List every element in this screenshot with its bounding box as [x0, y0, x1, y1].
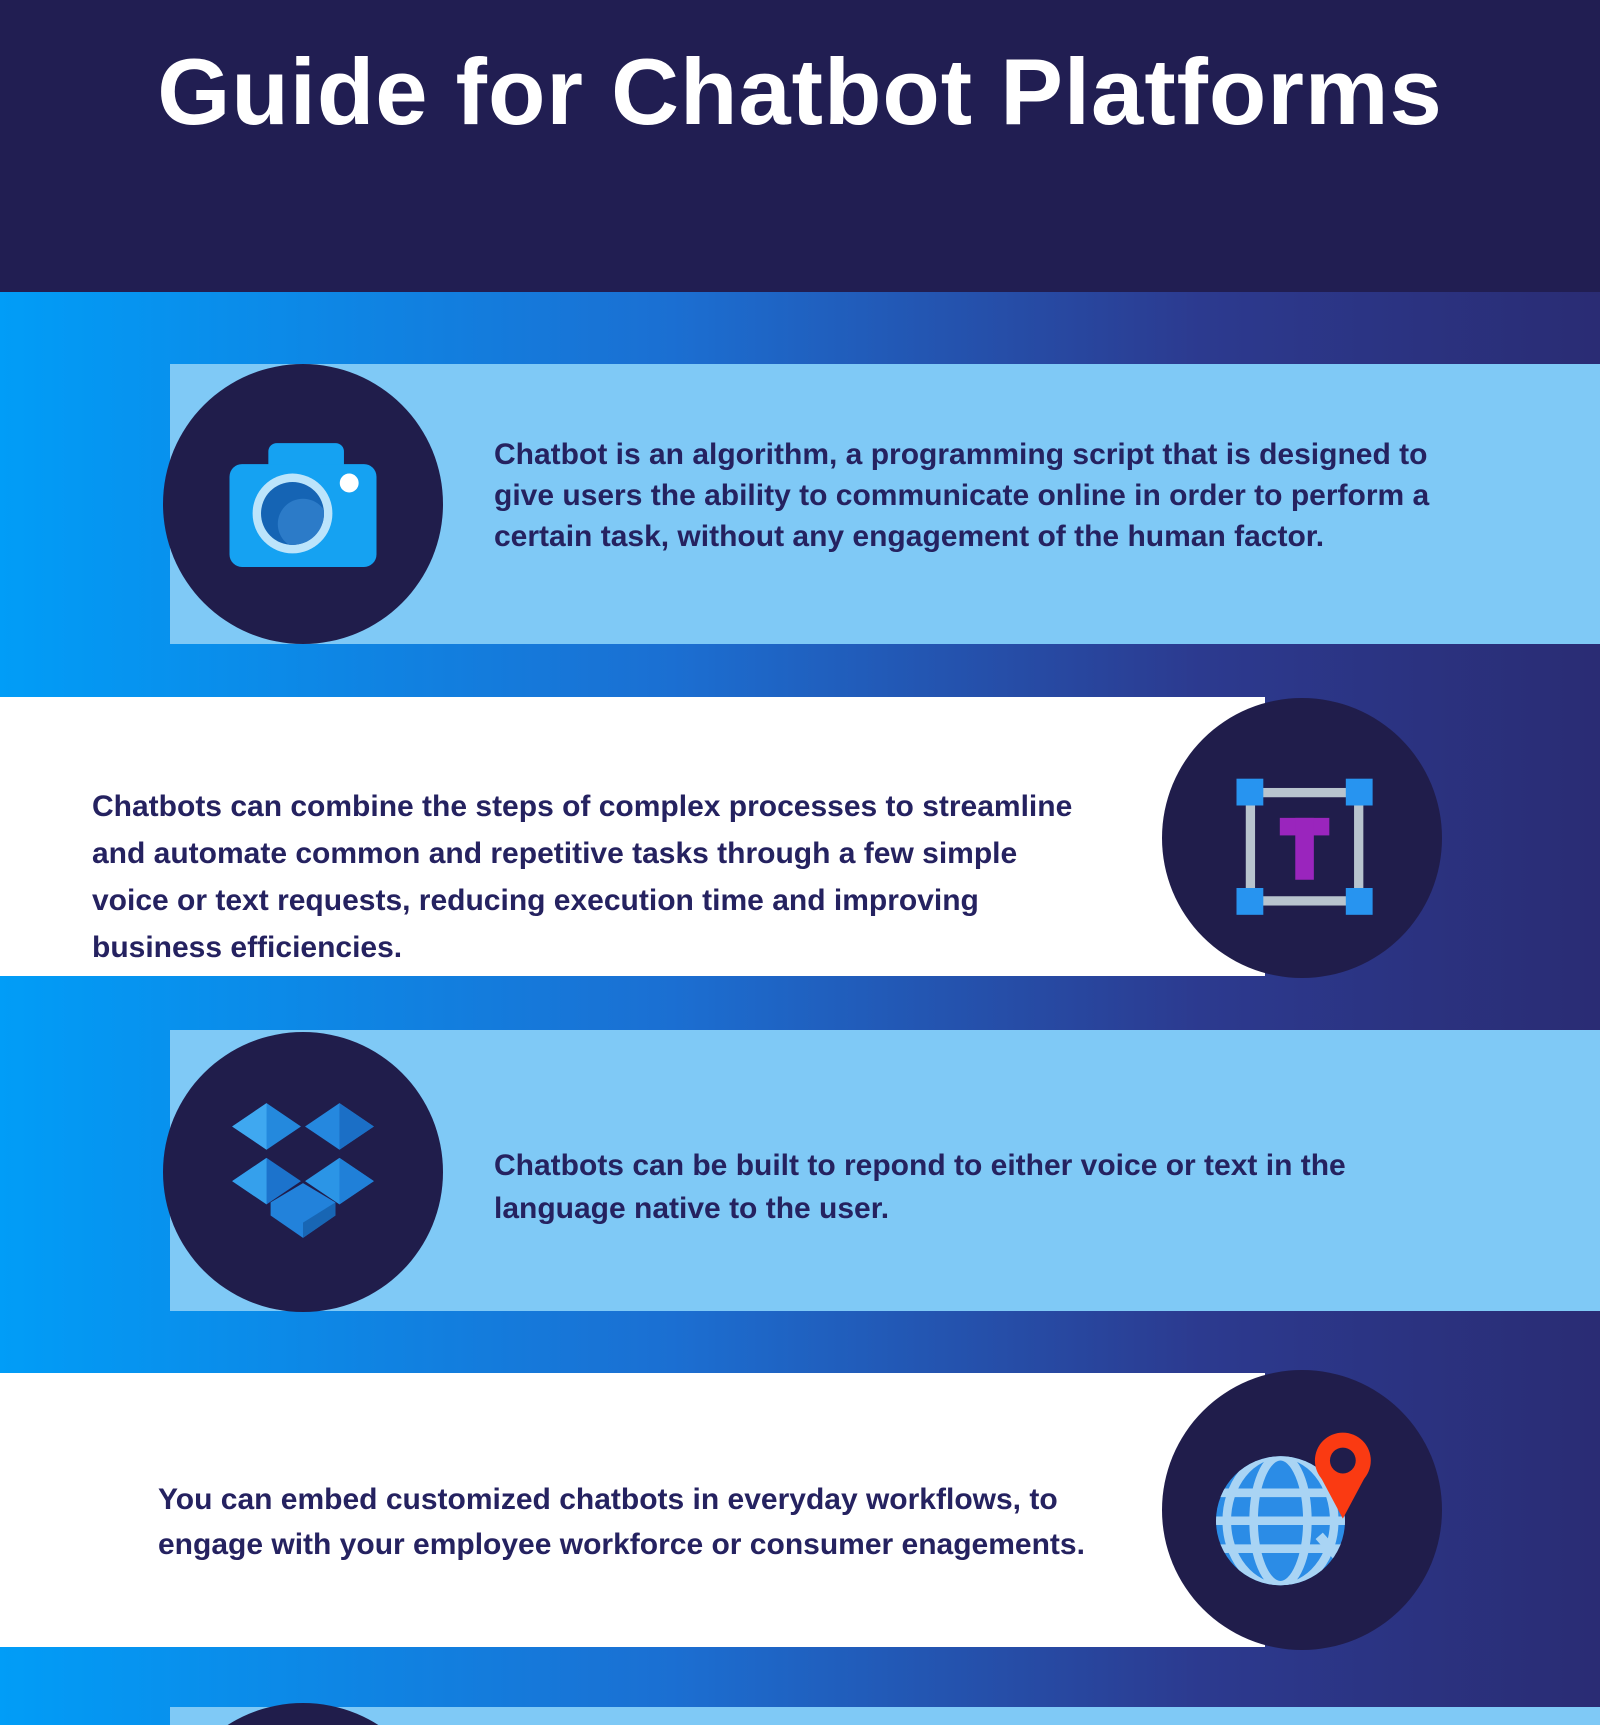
section-1-text [494, 434, 1429, 557]
section-3-text [494, 1144, 1346, 1230]
section-2-text [92, 783, 1072, 971]
text-line: Chatbots can combine the steps of complex processes to streamline [92, 790, 1073, 823]
content-area [0, 292, 1600, 1725]
text-line: and automate common and repetitive tasks through a few simple [92, 837, 1018, 870]
text-line: give users the ability to communicate online in order to perform a [494, 479, 1430, 512]
header-banner [0, 0, 1600, 292]
text-line: Chatbots can be built to repond to either voice or text in the [494, 1149, 1346, 1182]
text-line: You can embed customized chatbots in everyday workflows, to [158, 1483, 1058, 1516]
dropbox-icon [222, 1091, 384, 1253]
globe-pin-icon [1216, 1424, 1388, 1596]
text-line: certain task, without any engagement of the human factor. [494, 520, 1325, 553]
camera-icon [219, 420, 387, 588]
page-title: Guide for Chatbot Platforms [157, 39, 1443, 144]
text-frame-icon [1220, 756, 1385, 921]
section-2-icon-circle [1162, 698, 1442, 978]
text-line: engage with your employee workforce or consumer enagements. [158, 1528, 1085, 1561]
text-line: business efficiencies. [92, 931, 403, 964]
text-line: voice or text requests, reducing execution time and improving [92, 884, 979, 917]
section-5-band [170, 1707, 1600, 1725]
text-line: language native to the user. [494, 1192, 890, 1225]
text-line: Chatbot is an algorithm, a programming script that is designed to [494, 438, 1428, 471]
section-1-icon-circle [163, 364, 443, 644]
section-4-icon-circle [1162, 1370, 1442, 1650]
section-3-icon-circle [163, 1032, 443, 1312]
section-4-text [158, 1477, 1085, 1567]
